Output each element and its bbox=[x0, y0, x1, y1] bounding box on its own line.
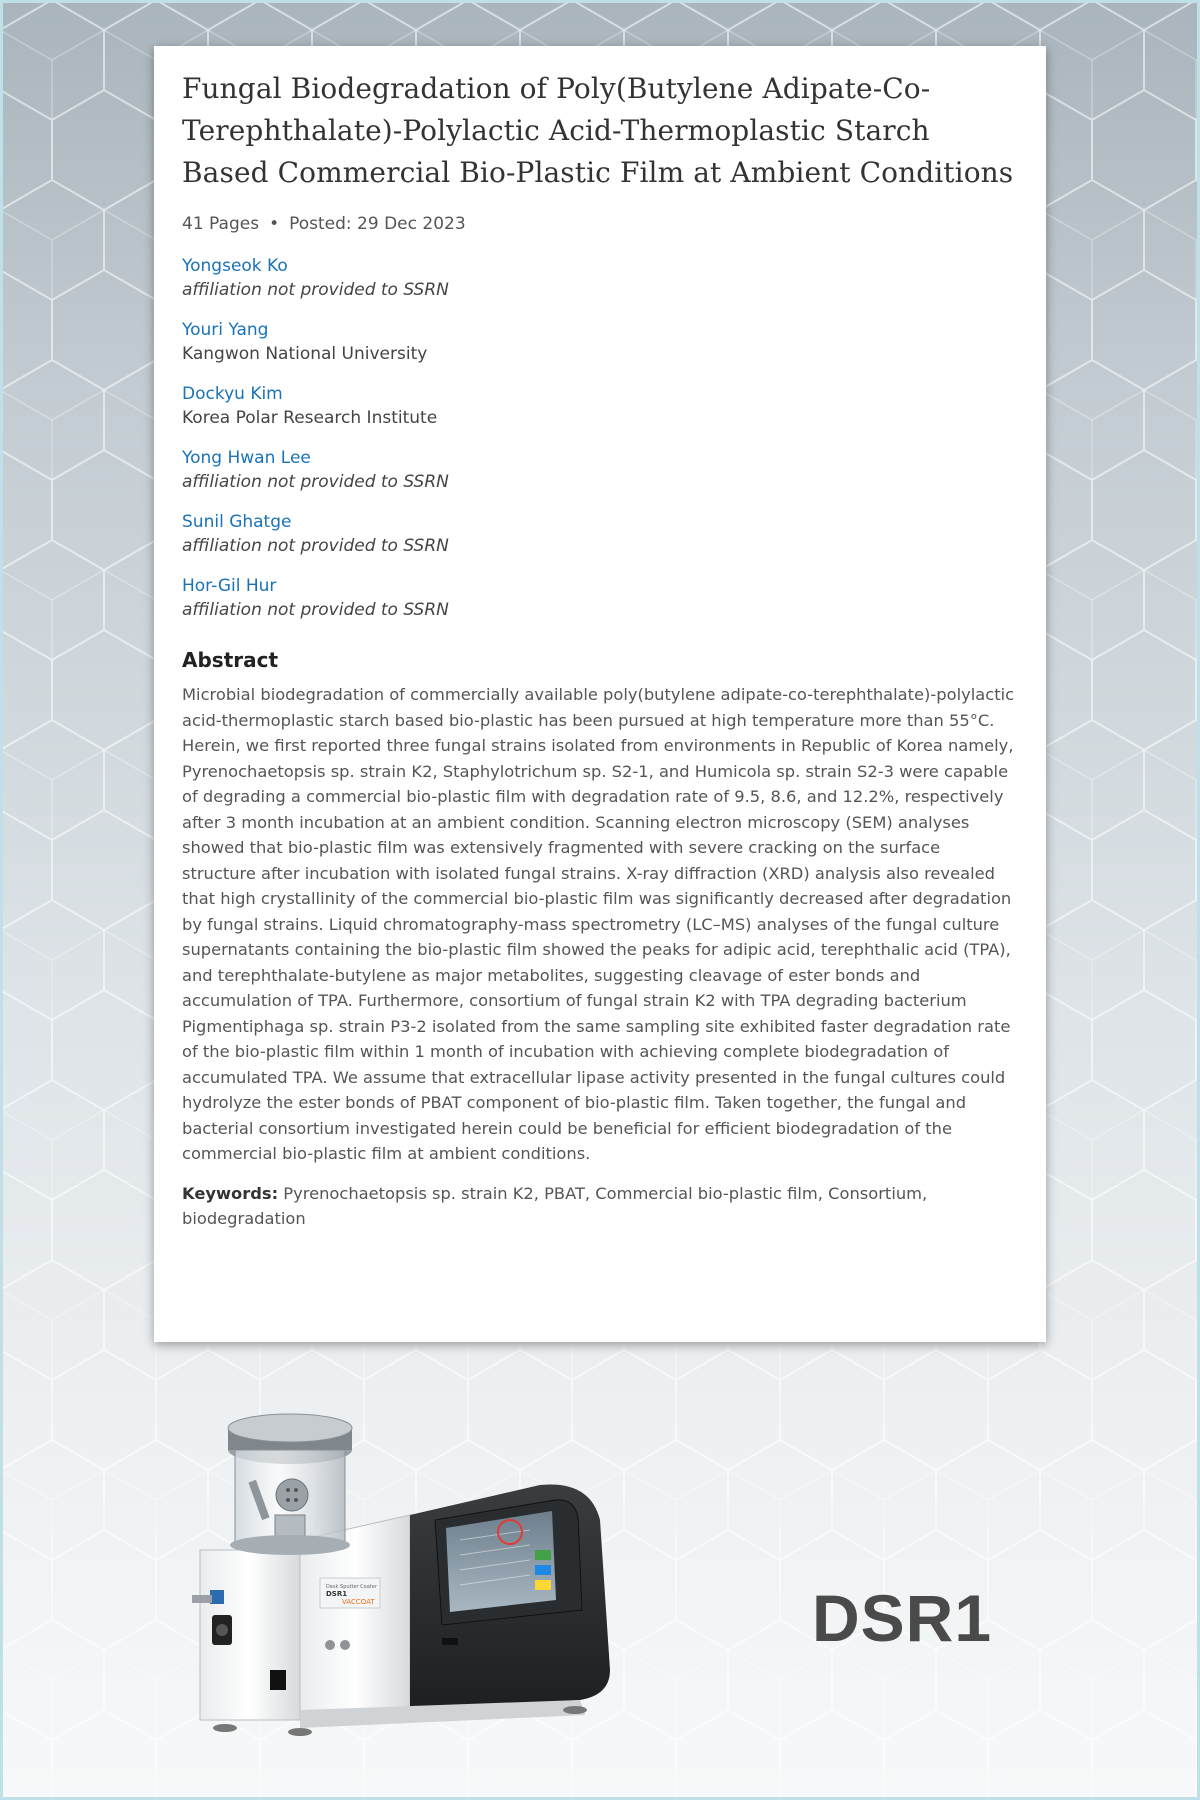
author-affiliation: Kangwon National University bbox=[182, 344, 428, 364]
author-item bbox=[182, 382, 1018, 430]
sputter-coater-machine-image bbox=[180, 1410, 620, 1740]
author-affiliation: affiliation not provided to SSRN bbox=[182, 600, 449, 620]
keywords-label: Keywords: bbox=[182, 1183, 279, 1203]
keywords-list: Pyrenochaetopsis sp. strain K2, PBAT, Commercial bio-plastic film, Consortium, biodegradation bbox=[182, 1183, 928, 1228]
author-affiliation: affiliation not provided to SSRN bbox=[182, 536, 449, 556]
paper-title: Fungal Biodegradation of Poly(Butylene Adipate-Co-Terephthalate)-Polylactic Acid-Thermoplastic Starch Based Commercial Bio-Plastic Film at Ambient Conditions bbox=[182, 72, 1014, 189]
author-name-link[interactable]: Yong Hwan Lee bbox=[182, 448, 311, 468]
device-brand-text: VACCOAT bbox=[342, 1598, 375, 1606]
author-name-link[interactable]: Yongseok Ko bbox=[182, 256, 288, 276]
author-item bbox=[182, 318, 1018, 366]
author-name-link[interactable]: Hor-Gil Hur bbox=[182, 576, 277, 596]
author-list bbox=[182, 254, 1018, 622]
device-model-text: DSR1 bbox=[326, 1590, 348, 1598]
meta-separator: • bbox=[269, 214, 280, 234]
paper-meta bbox=[182, 214, 1018, 234]
author-affiliation: affiliation not provided to SSRN bbox=[182, 472, 449, 492]
device-small-text: Desk Sputter Coater bbox=[326, 1584, 377, 1590]
product-label: DSR1 bbox=[812, 1581, 993, 1655]
posted-date: Posted: 29 Dec 2023 bbox=[289, 214, 466, 234]
page-count: 41 Pages bbox=[182, 214, 260, 234]
author-item bbox=[182, 446, 1018, 494]
author-name-link[interactable]: Dockyu Kim bbox=[182, 384, 283, 404]
abstract-text: Microbial biodegradation of commercially available poly(butylene adipate-co-terephthalate)-polylactic acid-thermoplastic starch based bio-plastic has been pursued at high temperature more than 55°C. Herein, we first reported three fungal strains isolated from environments in Republic of Korea namely, Pyrenochaetopsis sp. strain K2, Staphylotrichum sp. S2-1, and Humicola sp. strain S2-3 were capable of degrading a commercial bio-plastic film with degradation rate of 9.5, 8.6, and 12.2%, respectively after 3 month incubation at an ambient condition. Scanning electron microscopy (SEM) analyses showed that bio-plastic film was extensively fragmented with severe cracking on the surface structure after incubation with isolated fungal strains. X-ray diffraction (XRD) analysis also revealed that high crystallinity of the commercial bio-plastic film was significantly decreased after degradation by fungal strains. Liquid chromatography-mass spectrometry (LC–MS) analyses of the fungal culture supernatants containing the bio-plastic film showed the peaks for adipic acid, terephthalic acid (TPA), and terephthalate-butylene as major metabolites, suggesting cleavage of ester bonds and accumulation of TPA. Furthermore, consortium of fungal strain K2 with TPA degrading bacterium Pigmentiphaga sp. strain P3-2 isolated from the same sampling site exhibited faster degradation rate of the bio-plastic film within 1 month of incubation with achieving complete biodegradation of accumulated TPA. We assume that extracellular lipase activity presented in the fungal cultures could hydrolyze the ester bonds of PBAT component of bio-plastic film. Taken together, the fungal and bacterial consortium investigated herein could be beneficial for efficient biodegradation of the commercial bio-plastic film at ambient conditions. bbox=[182, 685, 1015, 1163]
author-item bbox=[182, 510, 1018, 558]
author-item bbox=[182, 254, 1018, 302]
paper-card bbox=[154, 46, 1046, 1342]
author-affiliation: Korea Polar Research Institute bbox=[182, 408, 438, 428]
author-name-link[interactable]: Youri Yang bbox=[182, 320, 269, 340]
abstract-heading: Abstract bbox=[182, 648, 279, 672]
author-affiliation: affiliation not provided to SSRN bbox=[182, 280, 449, 300]
author-name-link[interactable]: Sunil Ghatge bbox=[182, 512, 292, 532]
keywords bbox=[182, 1181, 1018, 1232]
author-item bbox=[182, 574, 1018, 622]
